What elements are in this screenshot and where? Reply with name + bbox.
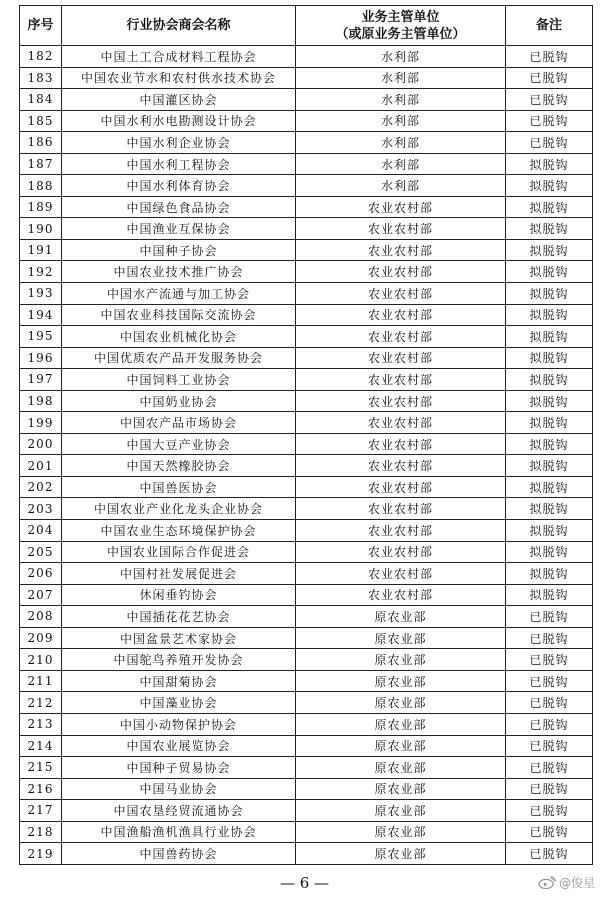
table-row [20, 821, 593, 843]
row-number: 190 [20, 218, 62, 240]
row-department: 水利部 [296, 175, 506, 197]
table-row [20, 46, 593, 68]
header-seq: 序号 [20, 6, 62, 46]
row-department: 农业农村部 [296, 455, 506, 477]
row-number: 209 [20, 627, 62, 649]
row-note: 拟脱钩 [506, 196, 593, 218]
row-department: 原农业部 [296, 649, 506, 671]
row-department: 农业农村部 [296, 520, 506, 542]
table-row [20, 800, 593, 822]
row-number: 195 [20, 326, 62, 348]
row-number: 213 [20, 713, 62, 735]
row-department: 农业农村部 [296, 541, 506, 563]
row-department: 原农业部 [296, 735, 506, 757]
table-body [20, 46, 593, 865]
page-number: — 6 — [279, 874, 330, 892]
row-note: 已脱钩 [506, 67, 593, 89]
row-department: 水利部 [296, 153, 506, 175]
row-note: 拟脱钩 [506, 541, 593, 563]
row-department: 水利部 [296, 132, 506, 154]
table-row [20, 627, 593, 649]
table-header-row [20, 6, 593, 46]
row-note: 拟脱钩 [506, 412, 593, 434]
table-row [20, 283, 593, 305]
row-note: 拟脱钩 [506, 261, 593, 283]
row-note: 拟脱钩 [506, 476, 593, 498]
row-association-name: 中国鸵鸟养殖开发协会 [62, 649, 296, 671]
association-table [19, 5, 593, 865]
table-row [20, 455, 593, 477]
row-number: 216 [20, 778, 62, 800]
row-association-name: 中国农业科技国际交流协会 [62, 304, 296, 326]
row-department: 农业农村部 [296, 563, 506, 585]
table-row [20, 132, 593, 154]
table-row [20, 498, 593, 520]
row-note: 已脱钩 [506, 778, 593, 800]
row-association-name: 中国藻业协会 [62, 692, 296, 714]
row-number: 211 [20, 670, 62, 692]
table-row [20, 843, 593, 865]
row-department: 农业农村部 [296, 239, 506, 261]
table-row [20, 541, 593, 563]
row-number: 205 [20, 541, 62, 563]
row-number: 207 [20, 584, 62, 606]
table-row [20, 390, 593, 412]
row-note: 拟脱钩 [506, 239, 593, 261]
row-note: 已脱钩 [506, 692, 593, 714]
row-department: 农业农村部 [296, 498, 506, 520]
row-number: 219 [20, 843, 62, 865]
row-association-name: 中国农业机械化协会 [62, 326, 296, 348]
row-association-name: 中国大豆产业协会 [62, 433, 296, 455]
row-note: 拟脱钩 [506, 369, 593, 391]
table-row [20, 153, 593, 175]
row-association-name: 中国农业节水和农村供水技术协会 [62, 67, 296, 89]
row-department: 水利部 [296, 89, 506, 111]
row-department: 原农业部 [296, 821, 506, 843]
row-department: 农业农村部 [296, 412, 506, 434]
row-association-name: 中国兽医协会 [62, 476, 296, 498]
watermark [538, 874, 595, 891]
table-row [20, 649, 593, 671]
row-association-name: 中国农业产业化龙头企业协会 [62, 498, 296, 520]
row-department: 水利部 [296, 67, 506, 89]
row-department: 农业农村部 [296, 283, 506, 305]
row-association-name: 中国盆景艺术家协会 [62, 627, 296, 649]
table-row [20, 196, 593, 218]
row-number: 182 [20, 46, 62, 68]
table-row [20, 606, 593, 628]
row-note: 已脱钩 [506, 606, 593, 628]
row-association-name: 中国种子贸易协会 [62, 757, 296, 779]
row-number: 212 [20, 692, 62, 714]
row-note: 已脱钩 [506, 89, 593, 111]
row-number: 208 [20, 606, 62, 628]
row-association-name: 中国天然橡胶协会 [62, 455, 296, 477]
row-note: 已脱钩 [506, 843, 593, 865]
row-number: 197 [20, 369, 62, 391]
row-department: 水利部 [296, 46, 506, 68]
row-number: 210 [20, 649, 62, 671]
header-dept [296, 6, 506, 46]
row-note: 拟脱钩 [506, 153, 593, 175]
row-number: 203 [20, 498, 62, 520]
row-department: 水利部 [296, 110, 506, 132]
row-association-name: 中国插花花艺协会 [62, 606, 296, 628]
row-department: 农业农村部 [296, 390, 506, 412]
table-row [20, 304, 593, 326]
row-association-name: 中国奶业协会 [62, 390, 296, 412]
row-number: 186 [20, 132, 62, 154]
row-department: 原农业部 [296, 606, 506, 628]
row-association-name: 休闲垂钓协会 [62, 584, 296, 606]
row-association-name: 中国水利企业协会 [62, 132, 296, 154]
row-note: 已脱钩 [506, 821, 593, 843]
row-department: 农业农村部 [296, 584, 506, 606]
table-row [20, 433, 593, 455]
row-association-name: 中国小动物保护协会 [62, 713, 296, 735]
row-note: 已脱钩 [506, 46, 593, 68]
watermark-text: @俊星 [558, 876, 595, 890]
row-department: 原农业部 [296, 713, 506, 735]
row-department: 原农业部 [296, 670, 506, 692]
row-number: 204 [20, 520, 62, 542]
row-association-name: 中国农业展览协会 [62, 735, 296, 757]
header-note: 备注 [506, 6, 593, 46]
row-number: 188 [20, 175, 62, 197]
row-note: 拟脱钩 [506, 563, 593, 585]
row-department: 原农业部 [296, 757, 506, 779]
table-row [20, 520, 593, 542]
row-number: 185 [20, 110, 62, 132]
row-note: 拟脱钩 [506, 304, 593, 326]
table-row [20, 778, 593, 800]
row-department: 农业农村部 [296, 326, 506, 348]
row-association-name: 中国渔船渔机渔具行业协会 [62, 821, 296, 843]
row-note: 拟脱钩 [506, 326, 593, 348]
table-row [20, 369, 593, 391]
row-note: 已脱钩 [506, 757, 593, 779]
row-number: 202 [20, 476, 62, 498]
row-number: 184 [20, 89, 62, 111]
table-row [20, 326, 593, 348]
row-department: 原农业部 [296, 692, 506, 714]
row-note: 已脱钩 [506, 735, 593, 757]
row-note: 拟脱钩 [506, 584, 593, 606]
row-note: 已脱钩 [506, 627, 593, 649]
row-note: 已脱钩 [506, 800, 593, 822]
row-note: 已脱钩 [506, 110, 593, 132]
row-association-name: 中国饲料工业协会 [62, 369, 296, 391]
header-dept-line2: （或原业务主管单位） [335, 26, 466, 42]
row-association-name: 中国绿色食品协会 [62, 196, 296, 218]
row-association-name: 中国种子协会 [62, 239, 296, 261]
table-row [20, 261, 593, 283]
table-row [20, 175, 593, 197]
row-department: 农业农村部 [296, 261, 506, 283]
row-association-name: 中国土工合成材料工程协会 [62, 46, 296, 68]
row-department: 农业农村部 [296, 196, 506, 218]
row-department: 农业农村部 [296, 369, 506, 391]
row-number: 191 [20, 239, 62, 261]
row-note: 拟脱钩 [506, 175, 593, 197]
table-row [20, 218, 593, 240]
header-dept-line1: 业务主管单位 [361, 9, 440, 25]
row-number: 206 [20, 563, 62, 585]
row-association-name: 中国农业国际合作促进会 [62, 541, 296, 563]
row-association-name: 中国村社发展促进会 [62, 563, 296, 585]
row-number: 196 [20, 347, 62, 369]
row-number: 199 [20, 412, 62, 434]
table-row [20, 110, 593, 132]
row-association-name: 中国水利工程协会 [62, 153, 296, 175]
table-row [20, 347, 593, 369]
row-note: 已脱钩 [506, 132, 593, 154]
row-number: 194 [20, 304, 62, 326]
row-department: 农业农村部 [296, 476, 506, 498]
row-note: 拟脱钩 [506, 498, 593, 520]
table-row [20, 584, 593, 606]
row-number: 193 [20, 283, 62, 305]
header-name: 行业协会商会名称 [62, 6, 296, 46]
row-number: 217 [20, 800, 62, 822]
table-row [20, 735, 593, 757]
row-number: 189 [20, 196, 62, 218]
row-department: 原农业部 [296, 800, 506, 822]
table-row [20, 412, 593, 434]
row-department: 农业农村部 [296, 347, 506, 369]
row-note: 已脱钩 [506, 713, 593, 735]
row-note: 已脱钩 [506, 649, 593, 671]
row-note: 拟脱钩 [506, 433, 593, 455]
row-department: 原农业部 [296, 843, 506, 865]
row-number: 187 [20, 153, 62, 175]
row-association-name: 中国水利体育协会 [62, 175, 296, 197]
row-department: 农业农村部 [296, 433, 506, 455]
row-association-name: 中国优质农产品开发服务协会 [62, 347, 296, 369]
row-association-name: 中国渔业互保协会 [62, 218, 296, 240]
row-department: 农业农村部 [296, 218, 506, 240]
row-association-name: 中国农产品市场协会 [62, 412, 296, 434]
table-row [20, 757, 593, 779]
table-row [20, 713, 593, 735]
row-number: 183 [20, 67, 62, 89]
row-department: 农业农村部 [296, 304, 506, 326]
row-association-name: 中国兽药协会 [62, 843, 296, 865]
row-number: 218 [20, 821, 62, 843]
table-row [20, 670, 593, 692]
row-association-name: 中国甜菊协会 [62, 670, 296, 692]
row-department: 原农业部 [296, 778, 506, 800]
row-note: 拟脱钩 [506, 520, 593, 542]
row-number: 198 [20, 390, 62, 412]
row-note: 已脱钩 [506, 670, 593, 692]
row-number: 192 [20, 261, 62, 283]
row-association-name: 中国水利水电勘测设计协会 [62, 110, 296, 132]
row-note: 拟脱钩 [506, 455, 593, 477]
row-association-name: 中国农垦经贸流通协会 [62, 800, 296, 822]
table-row [20, 476, 593, 498]
row-department: 原农业部 [296, 627, 506, 649]
row-note: 拟脱钩 [506, 218, 593, 240]
table-row [20, 239, 593, 261]
table-row [20, 563, 593, 585]
row-association-name: 中国马业协会 [62, 778, 296, 800]
row-note: 拟脱钩 [506, 283, 593, 305]
weibo-icon [538, 876, 556, 889]
table-row [20, 89, 593, 111]
row-number: 214 [20, 735, 62, 757]
row-association-name: 中国灌区协会 [62, 89, 296, 111]
row-association-name: 中国农业技术推广协会 [62, 261, 296, 283]
table-row [20, 67, 593, 89]
row-number: 215 [20, 757, 62, 779]
row-note: 拟脱钩 [506, 347, 593, 369]
row-association-name: 中国农业生态环境保护协会 [62, 520, 296, 542]
row-association-name: 中国水产流通与加工协会 [62, 283, 296, 305]
row-note: 拟脱钩 [506, 390, 593, 412]
row-number: 200 [20, 433, 62, 455]
row-number: 201 [20, 455, 62, 477]
table-row [20, 692, 593, 714]
